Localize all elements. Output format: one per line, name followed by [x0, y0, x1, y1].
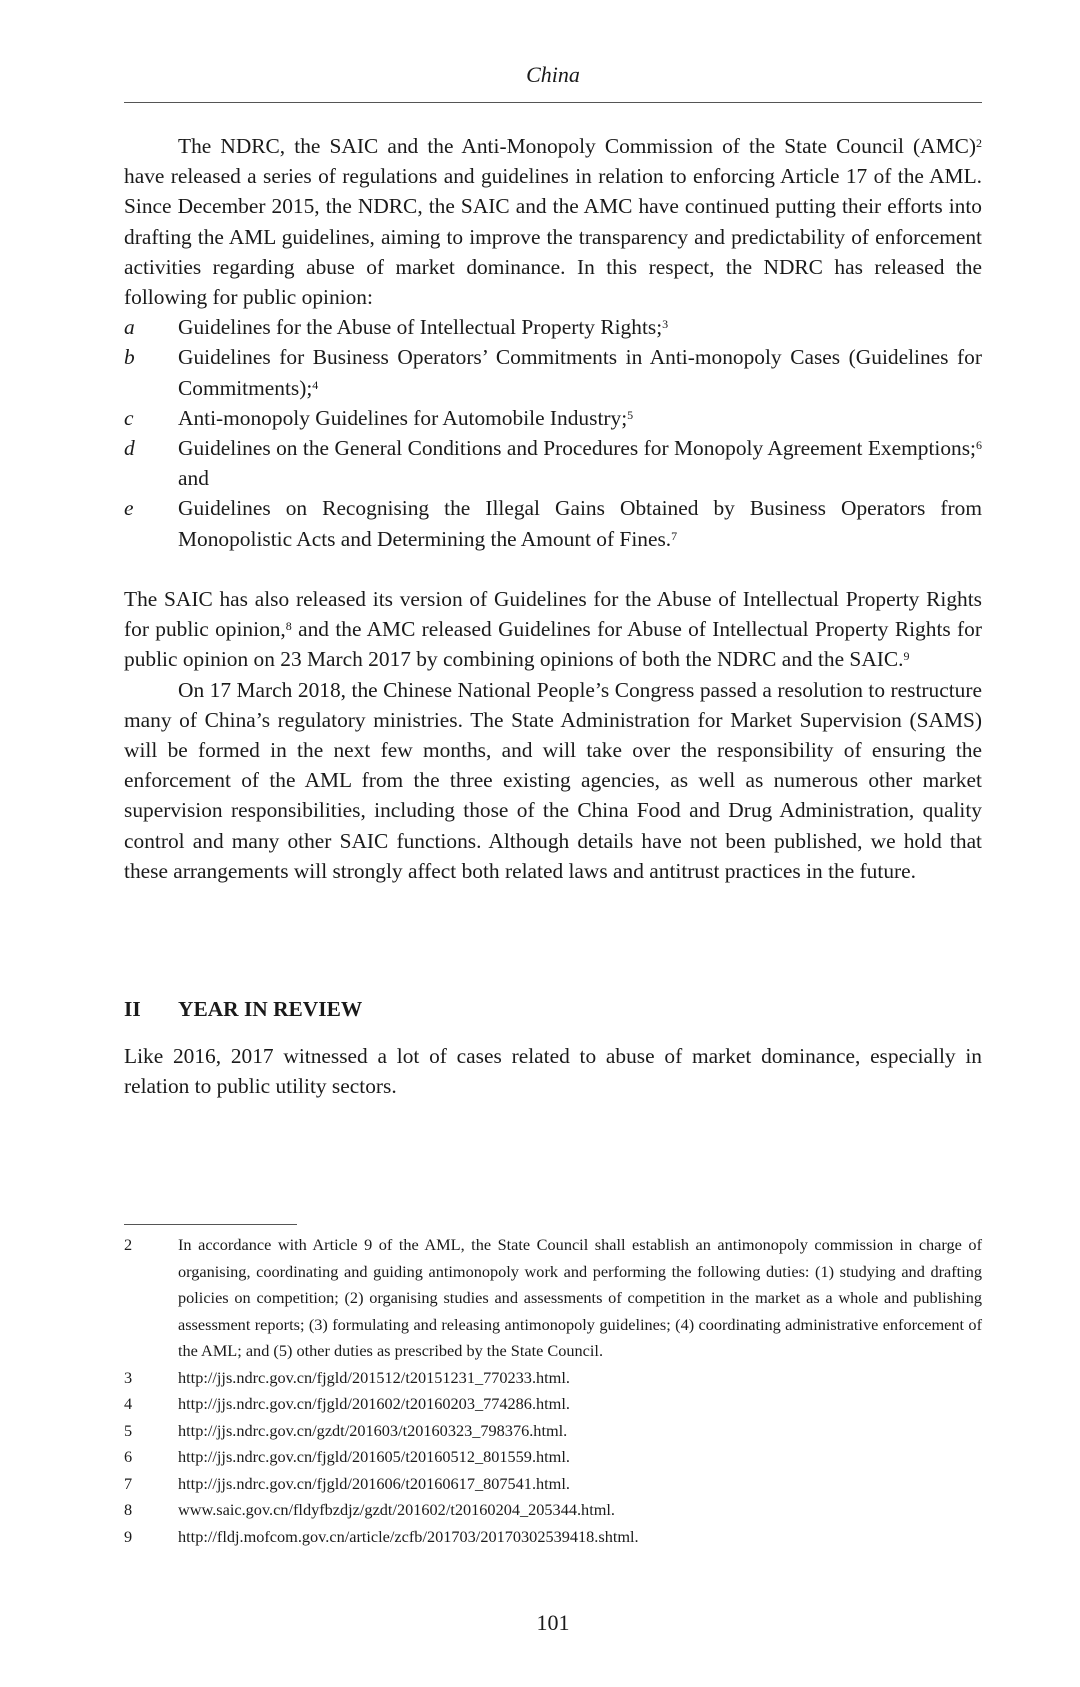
footnote-link[interactable]: http://jjs.ndrc.gov.cn/fjgld/201606/t20160617_807541.html.: [178, 1473, 570, 1493]
footnote: [124, 1232, 982, 1365]
list-text: Anti-monopoly Guidelines for Automobile Industry;: [178, 405, 628, 430]
footnote-ref[interactable]: 8: [285, 619, 292, 634]
list-label: c: [124, 405, 134, 430]
page-number: 101: [536, 1610, 570, 1635]
list-item: [124, 312, 982, 342]
footnote-link[interactable]: http://jjs.ndrc.gov.cn/gzdt/201603/t20160323_798376.html.: [178, 1420, 568, 1440]
list-item: [124, 342, 982, 402]
paragraph-2: [124, 584, 982, 675]
footnote: [124, 1524, 982, 1551]
footnote-link[interactable]: http://jjs.ndrc.gov.cn/fjgld/201605/t20160512_801559.html.: [178, 1447, 570, 1466]
paragraph-4: Like 2016, 2017 witnessed a lot of cases related to abuse of market dominance, especially in relation to public utility sectors.: [124, 1044, 982, 1099]
list-label: b: [124, 345, 135, 370]
list-text: Guidelines for Business Operators’ Commitments in Anti-monopoly Cases (Guidelines for Commitments);: [178, 345, 982, 400]
list-label: d: [124, 436, 135, 461]
footnote-text: In accordance with Article 9 of the AML, the State Council shall establish an antimonopoly commission in charge of organising, coordinating and guiding antimonopoly work and performing the following duties: (1) studying and drafting policies on competition; (2) organising studies and assessments of competition in the market as a whole and publishing assessment reports; (3) formulating and releasing antimonopoly guidelines; (4) coordinating administrative enforcement of the AML; and (5) other duties as prescribed by the State Council.: [178, 1235, 982, 1360]
paragraph-text: The NDRC, the SAIC and the Anti-Monopoly Commission of the State Council (AMC): [178, 134, 976, 158]
footnote: [124, 1471, 982, 1498]
list-item: [124, 493, 982, 553]
list-text: Guidelines on Recognising the Illegal Gains Obtained by Business Operators from Monopolistic Acts and Determining the Amount of Fines.: [178, 496, 982, 551]
list-text: Guidelines on the General Conditions and Procedures for Monopoly Agreement Exemptions;: [178, 436, 976, 461]
footnote: [124, 1497, 982, 1524]
paragraph-1: [124, 131, 982, 312]
footnote-ref[interactable]: 5: [627, 407, 634, 422]
footnote-ref[interactable]: 6: [976, 438, 982, 453]
list-item: [124, 403, 982, 433]
intro-section: [124, 131, 982, 554]
footnote: [124, 1418, 982, 1445]
section-number: II: [124, 997, 141, 1021]
footnotes: [124, 1232, 982, 1550]
paragraph-text: and the AMC released Guidelines for Abuse of Intellectual Property Rights for public opinion on 23 March 2017 by combining opinions of both the NDRC and the SAIC.: [124, 617, 982, 672]
list-text: Guidelines for the Abuse of Intellectual Property Rights;: [178, 315, 663, 340]
footnote-ref[interactable]: 4: [312, 377, 319, 392]
footnote: [124, 1365, 982, 1392]
footnote-number: 8: [124, 1500, 133, 1519]
paragraph-3: On 17 March 2018, the Chinese National People’s Congress passed a resolution to restructure many of China’s regulatory ministries. The State Administration for Market Supervision (SAMS) will be formed in the next few months, and will take over the responsibility of ensuring the enforcement of the AML from the three existing agencies, as well as numerous other market supervision responsibilities, including those of the China Food and Drug Administration, quality control and many other SAIC functions. Although details have not been published, we hold that these arrangements will strongly affect both related laws and antitrust practices in the future.: [124, 677, 982, 883]
footnote-number: 3: [124, 1367, 133, 1387]
list-item: [124, 433, 982, 493]
footnote: [124, 1444, 982, 1471]
footnote-number: 9: [124, 1526, 133, 1546]
footnote-link[interactable]: http://jjs.ndrc.gov.cn/fjgld/201512/t20151231_770233.html.: [178, 1367, 570, 1387]
guidelines-list: [124, 312, 982, 554]
footnote-link[interactable]: http://fldj.mofcom.gov.cn/article/zcfb/201703/20170302539418.shtml.: [178, 1526, 639, 1546]
section-title: YEAR IN REVIEW: [178, 997, 363, 1021]
footnote: [124, 1391, 982, 1418]
section-heading: [124, 997, 982, 1022]
footnote-rule: [124, 1224, 297, 1225]
footnote-number: 6: [124, 1447, 133, 1466]
footnote-link[interactable]: www.saic.gov.cn/fldyfbzdjz/gzdt/201602/t20160204_205344.html.: [178, 1500, 615, 1519]
footnote-link[interactable]: http://jjs.ndrc.gov.cn/fjgld/201602/t20160203_774286.html.: [178, 1394, 570, 1413]
footnote-number: 4: [124, 1394, 133, 1413]
list-label: e: [124, 496, 134, 521]
running-header: China: [526, 62, 580, 87]
footnote-ref[interactable]: 2: [976, 136, 982, 150]
footnote-ref[interactable]: 3: [662, 317, 669, 332]
list-label: a: [124, 315, 135, 340]
footnote-number: 7: [124, 1473, 133, 1493]
footnote-number: 2: [124, 1235, 133, 1254]
header-rule: [124, 102, 982, 103]
footnote-ref[interactable]: 7: [671, 528, 678, 543]
section-2: [124, 584, 982, 886]
paragraph-text: The SAIC has also released its version of Guidelines for the Abuse of Intellectual Property Rights for public opinion,: [124, 587, 982, 642]
paragraph-text: have released a series of regulations and guidelines in relation to enforcing Article 17 of the AML. Since December 2015, the NDRC, the SAIC and the AMC have continued putting their efforts into drafting the AML guidelines, aiming to improve the transparency and predictability of enforcement activities regarding abuse of market dominance. In this respect, the NDRC has released the following for public opinion:: [124, 164, 982, 310]
list-text: and: [178, 466, 209, 491]
footnote-ref[interactable]: 9: [903, 649, 910, 664]
footnote-number: 5: [124, 1420, 133, 1440]
